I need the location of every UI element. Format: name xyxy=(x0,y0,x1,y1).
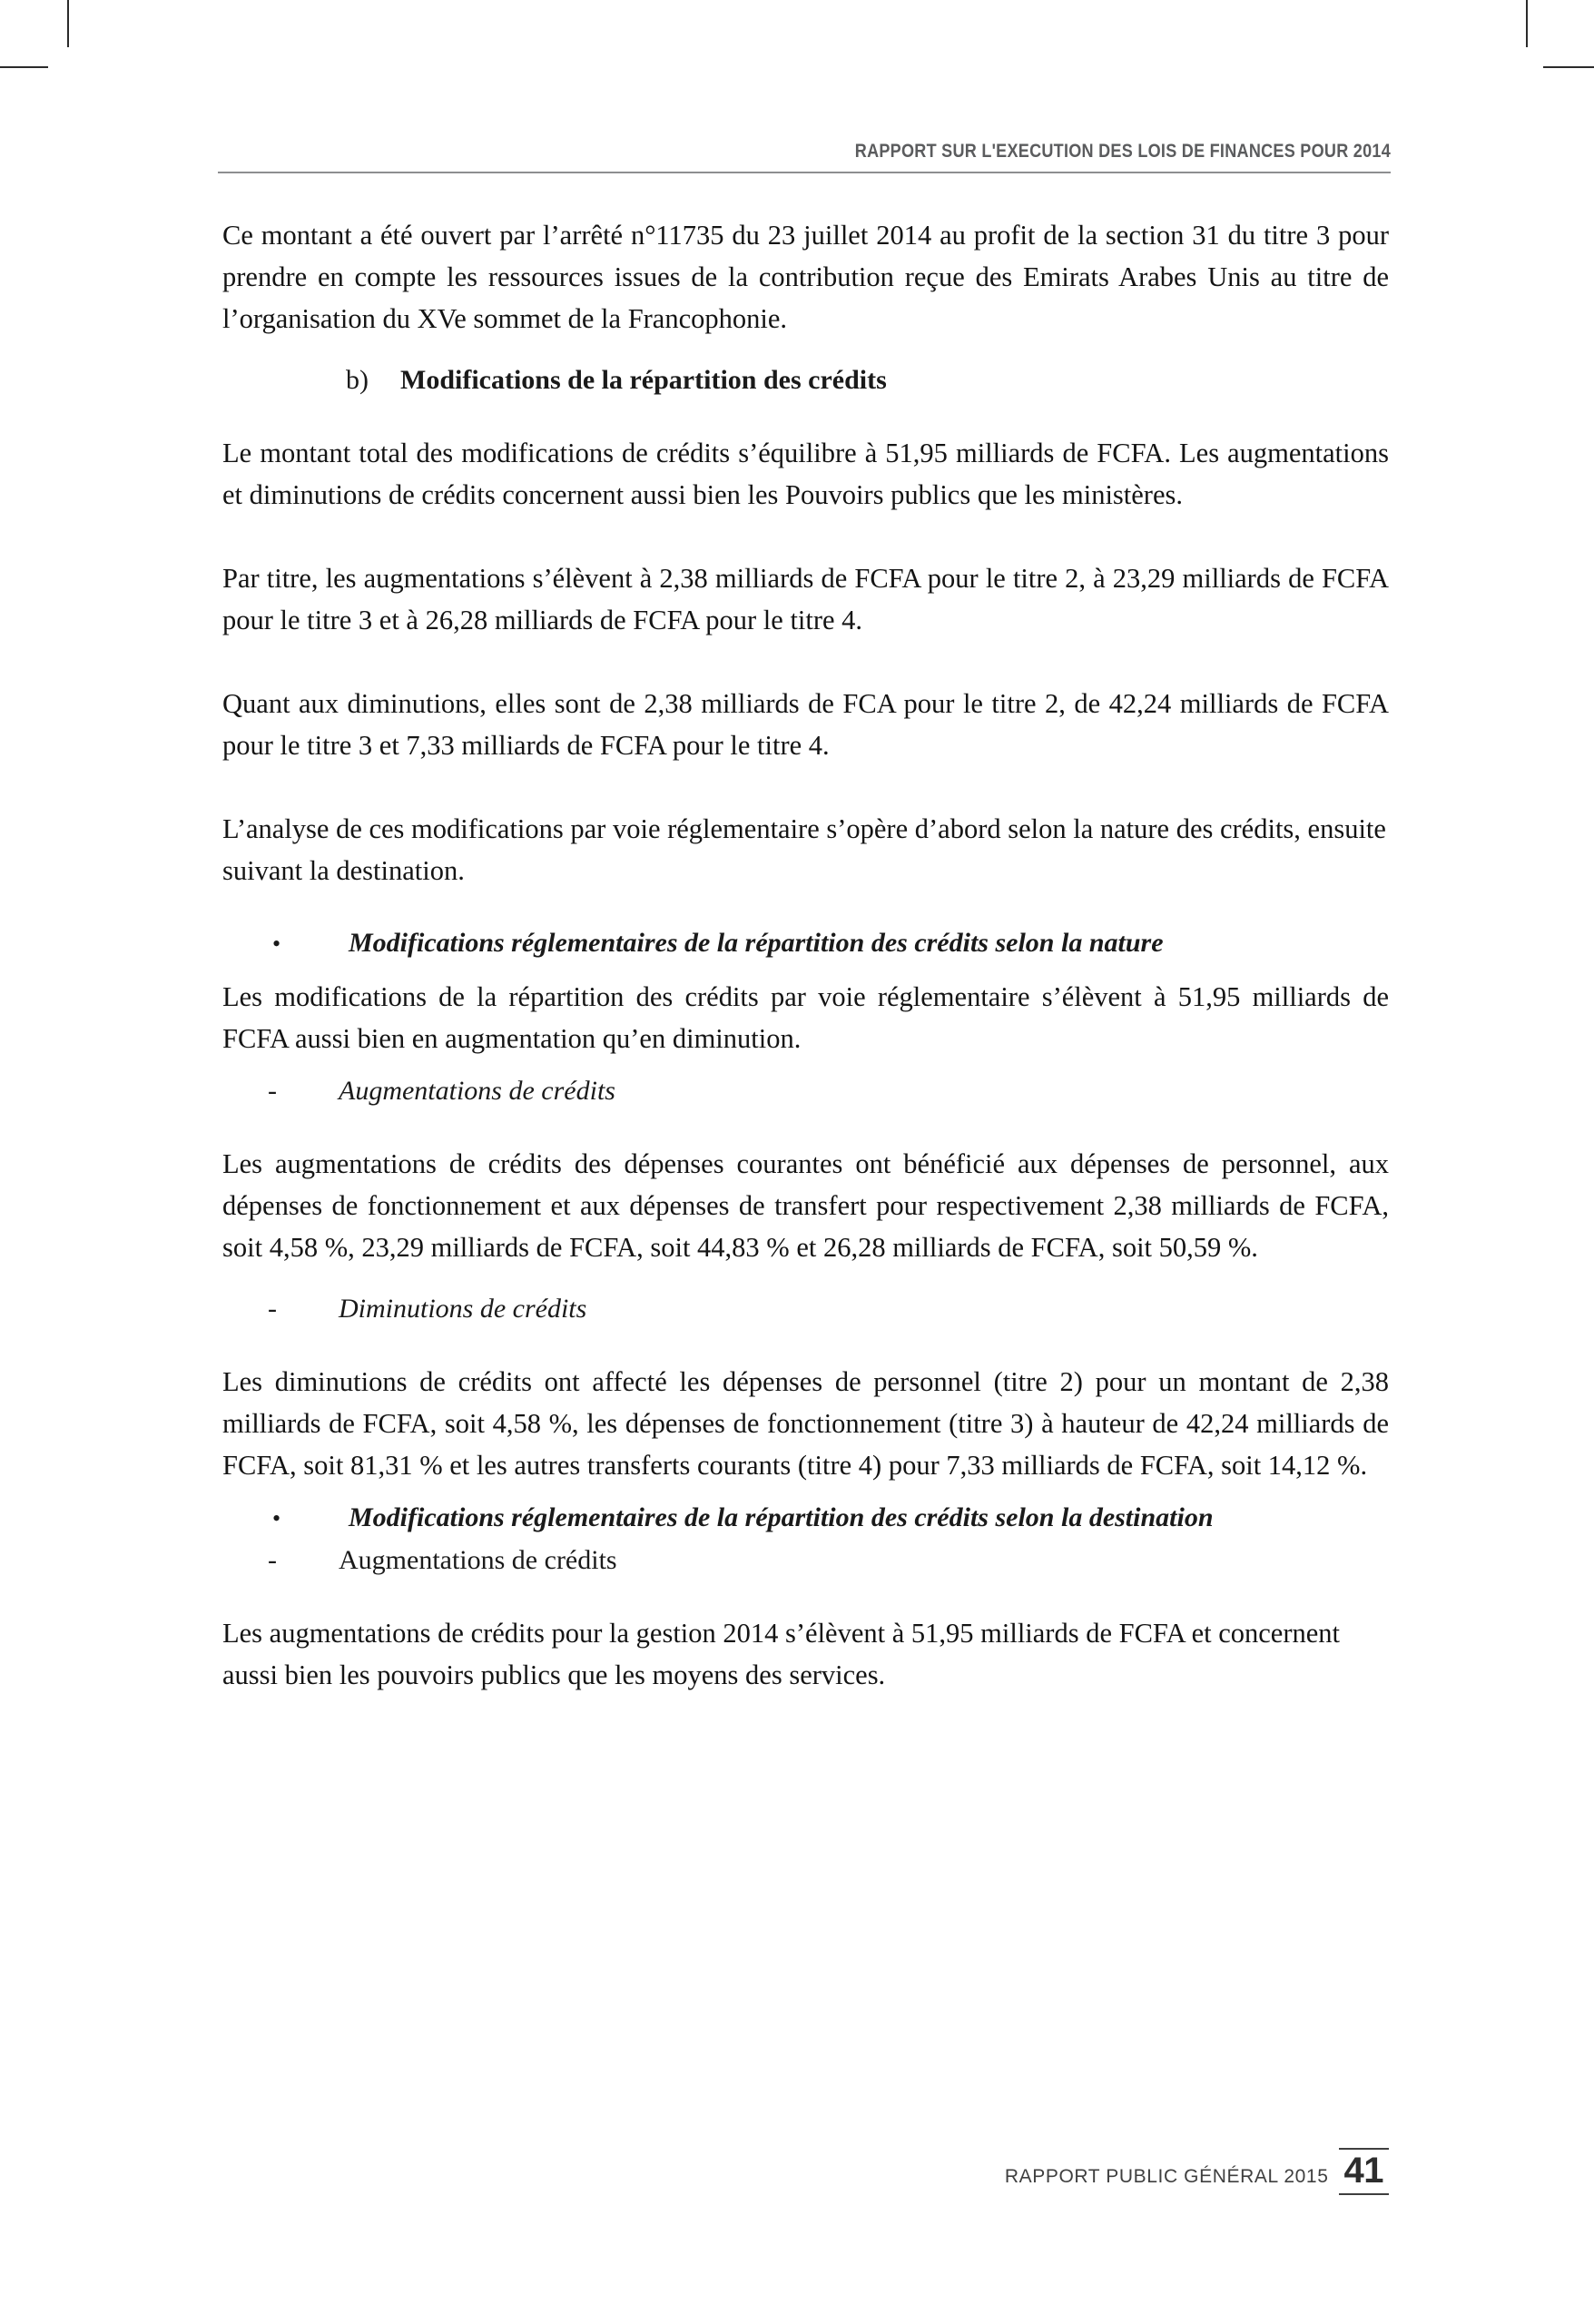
dash-marker-icon: - xyxy=(268,1076,277,1106)
dash-item-diminutions-nature xyxy=(268,1288,1389,1330)
paragraph-par-titre: Par titre, les augmentations s’élèvent à 2,38 milliards de FCFA pour le titre 2, à 23,29 milliards de FCFA pour le titre 3 et à 26,28 milliards de FCFA pour le titre 4. xyxy=(222,563,1389,635)
paragraph-nature-intro: Les modifications de la répartition des crédits par voie réglementaire s’élèvent à 51,95 milliards de FCFA aussi bien en augmentation qu’en diminution. xyxy=(222,981,1389,1054)
dash-marker-icon: - xyxy=(268,1545,277,1575)
dash-item-diminutions-nature-label: Diminutions de crédits xyxy=(339,1294,587,1324)
dash-item-augmentations-nature xyxy=(268,1070,1389,1112)
paragraph-augmentations-destination: Les augmentations de crédits pour la gestion 2014 s’élèvent à 51,95 milliards de FCFA et concernent aussi bien les pouvoirs publics que les moyens des services. xyxy=(222,1618,1341,1690)
crop-mark-top-right-horizontal xyxy=(1543,66,1594,68)
footer-report-label: RAPPORT PUBLIC GÉNÉRAL 2015 xyxy=(1004,2166,1329,2187)
page-header xyxy=(218,141,1391,173)
bullet-dot-icon: • xyxy=(272,931,281,957)
bullet-heading-selon-la-nature xyxy=(272,922,1389,965)
paragraph-montant-total: Le montant total des modifications de crédits s’équilibre à 51,95 milliards de FCFA. Les augmentations et diminutions de crédits concernent aussi bien les Pouvoirs publics que les ministères. xyxy=(222,438,1389,510)
page-number-container xyxy=(1339,2148,1390,2195)
dash-item-augmentations-destination-label: Augmentations de crédits xyxy=(339,1545,617,1575)
page-number: 41 xyxy=(1343,2151,1383,2191)
bullet-dot-icon: • xyxy=(272,1505,281,1531)
bullet-heading-selon-la-nature-title: Modifications réglementaires de la répartition des crédits selon la nature xyxy=(349,928,1164,958)
header-divider-rule xyxy=(218,172,1391,173)
page-footer xyxy=(1005,2148,1389,2195)
crop-mark-top-left-vertical xyxy=(67,0,69,47)
bullet-heading-selon-la-destination xyxy=(272,1497,1389,1540)
crop-mark-top-right-vertical xyxy=(1526,0,1528,47)
heading-section-b-title: Modifications de la répartition des crédits xyxy=(400,365,887,395)
dash-item-augmentations-nature-label: Augmentations de crédits xyxy=(339,1076,615,1106)
running-header-title: RAPPORT SUR L'EXECUTION DES LOIS DE FINANCES POUR 2014 xyxy=(854,141,1391,162)
heading-section-b xyxy=(346,359,1389,401)
dash-item-augmentations-destination xyxy=(268,1540,1389,1581)
paragraph-augmentations-nature: Les augmentations de crédits des dépenses courantes ont bénéficié aux dépenses de personnel, aux dépenses de fonctionnement et aux dépenses de transfert pour respectivement 2,38 milliards de FCFA, soit 4,58 %, 23,29 milliards de FCFA, soit 44,83 % et 26,28 milliards de FCFA, soit 50,59 %. xyxy=(222,1148,1389,1263)
document-body xyxy=(222,214,1389,1696)
bullet-heading-selon-la-destination-title: Modifications réglementaires de la répartition des crédits selon la destination xyxy=(349,1502,1214,1532)
dash-marker-icon: - xyxy=(268,1294,277,1324)
paragraph-quant-aux-diminutions: Quant aux diminutions, elles sont de 2,38 milliards de FCA pour le titre 2, de 42,24 milliards de FCFA pour le titre 3 et 7,33 milliards de FCFA pour le titre 4. xyxy=(222,688,1389,761)
crop-mark-top-left-horizontal xyxy=(0,66,48,68)
paragraph-intro: Ce montant a été ouvert par l’arrêté n°11735 du 23 juillet 2014 au profit de la section 31 du titre 3 pour prendre en compte les ressources issues de la contribution reçue des Emirats Arabes Unis au titre de l’organisation du XVe sommet de la Francophonie. xyxy=(222,220,1389,334)
paragraph-analyse: L’analyse de ces modifications par voie réglementaire s’opère d’abord selon la nature des crédits, ensuite suivant la destination. xyxy=(222,813,1386,886)
heading-section-b-marker: b) xyxy=(346,365,369,395)
paragraph-diminutions-nature: Les diminutions de crédits ont affecté les dépenses de personnel (titre 2) pour un montant de 2,38 milliards de FCFA, soit 4,58 %, les dépenses de fonctionnement (titre 3) à hauteur de 42,24 milliards de FCFA, soit 81,31 % et les autres transferts courants (titre 4) pour 7,33 milliards de FCFA, soit 14,12 %. xyxy=(222,1366,1389,1481)
